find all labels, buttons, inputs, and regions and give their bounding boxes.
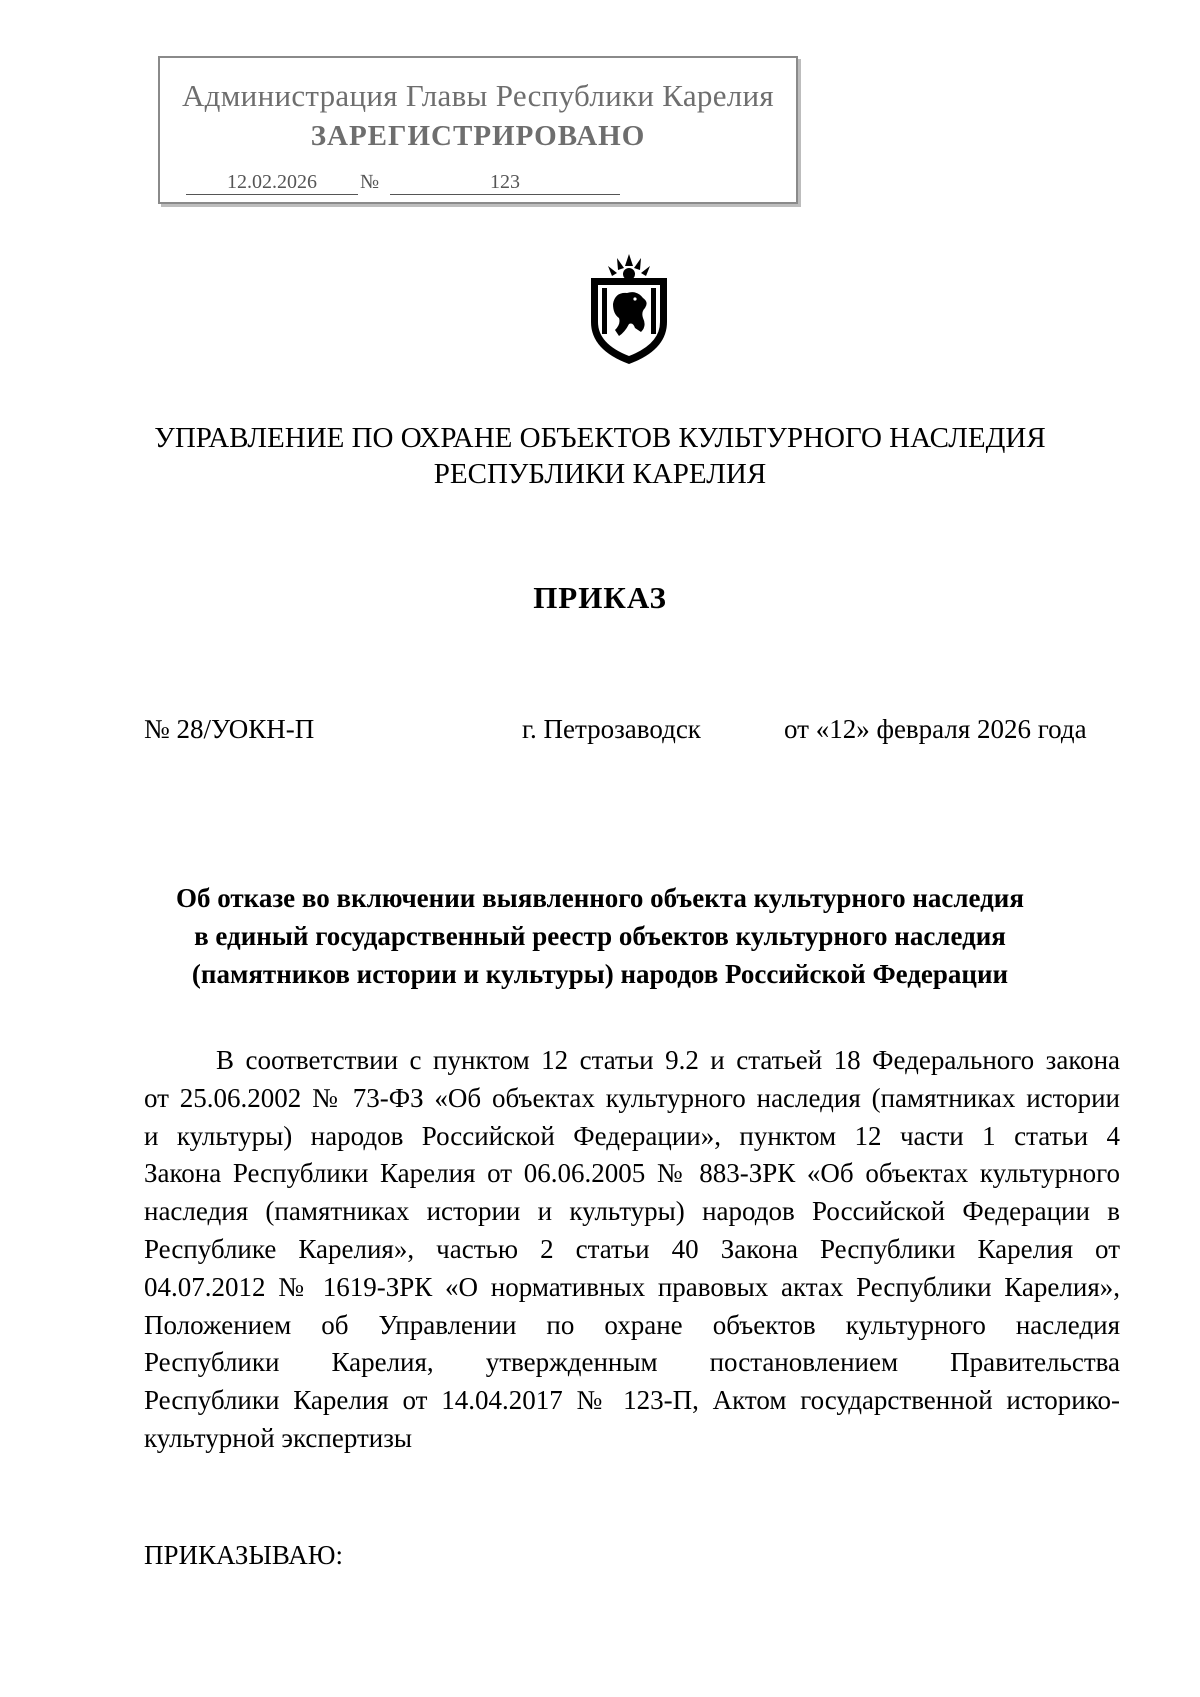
preamble-line: В соответствии с пунктом 12 статьи 9.2 и статьей 18 Федерального закона (216, 1045, 1120, 1075)
preamble-line: и культуры) народов Российской Федерации», пунктом 12 части 1 статьи 4 (144, 1120, 1120, 1151)
subject-line3: (памятников истории и культуры) народов Российской Федерации (191, 959, 1009, 989)
preamble-line: от 25.06.2002 № 73-ФЗ «Об объектах культурного наследия (памятниках истории (144, 1082, 1120, 1113)
preamble-line: Республики Карелия, утвержденным постановлением Правительства (144, 1347, 1120, 1378)
stamp-authority: Администрация Главы Республики Карелия (182, 78, 774, 113)
organization-name-line1: УПРАВЛЕНИЕ ПО ОХРАНЕ ОБЪЕКТОВ КУЛЬТУРНОГО НАСЛЕДИЯ (154, 422, 1046, 454)
preamble-line: Республике Карелия», частью 2 статьи 40 Закона Республики Карелия от (144, 1233, 1120, 1264)
preamble-line: Республики Карелия от 14.04.2017 № 123-П, Актом государственной историко- (144, 1385, 1120, 1416)
stamp-number-label: № (360, 171, 380, 193)
order-city: г. Петрозаводск (522, 714, 701, 744)
preamble-line: Закона Республики Карелия от 06.06.2005 № 883-ЗРК «Об объектах культурного (144, 1158, 1120, 1189)
preamble-line: культурной экспертизы (144, 1422, 413, 1453)
order-command: ПРИКАЗЫВАЮ: (144, 1540, 343, 1570)
stamp-registered-label: ЗАРЕГИСТРИРОВАНО (310, 120, 646, 152)
subject-line1: Об отказе во включении выявленного объекта культурного наследия (176, 883, 1024, 913)
stamp-date: 12.02.2026 (186, 170, 358, 195)
preamble-line: 04.07.2012 № 1619-ЗРК «О нормативных правовых актах Республики Карелия», (144, 1271, 1120, 1302)
order-date: от «12» февраля 2026 года (784, 714, 1087, 744)
order-preamble (144, 1042, 1120, 1458)
preamble-line: наследия (памятниках истории и культуры) народов Российской Федерации в (144, 1196, 1120, 1227)
order-number: № 28/УОКН-П (144, 714, 315, 744)
karelia-coat-of-arms-icon (583, 252, 675, 366)
organization-name-line2: РЕСПУБЛИКИ КАРЕЛИЯ (433, 458, 767, 490)
registration-stamp (158, 56, 798, 204)
subject-line2: в единый государственный реестр объектов культурного наследия (194, 921, 1006, 951)
document-type-title: ПРИКАЗ (533, 580, 667, 615)
preamble-line: Положением об Управлении по охране объектов культурного наследия (144, 1309, 1120, 1340)
stamp-number: 123 (390, 170, 620, 195)
